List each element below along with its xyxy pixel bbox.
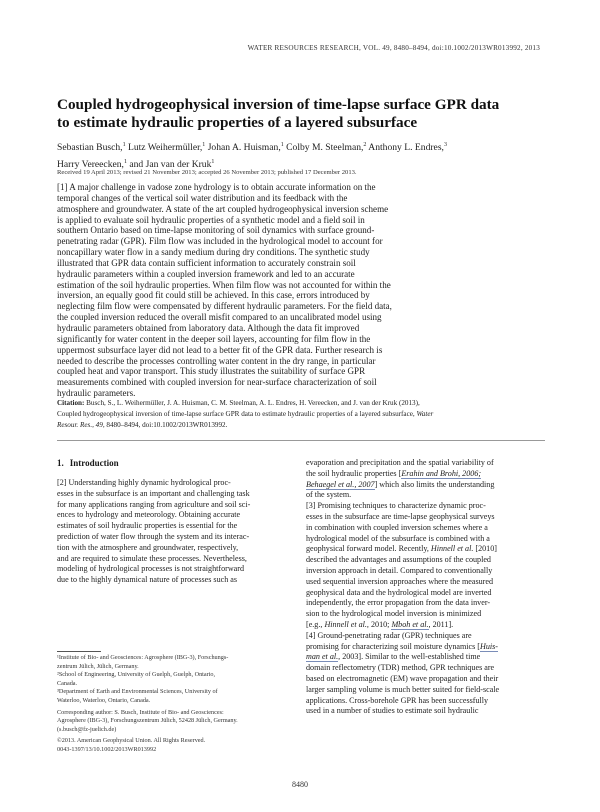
abstract-line: measurements combined with coupled inversion for near-surface characterization of soil [57, 377, 377, 388]
author: Lutz Weihermüller,$^1$ [125, 142, 206, 154]
abstract-line: coupled heat and vapor transport. This study illustrates the suitability of surface GPR [57, 366, 366, 377]
body-line: sion to the hydrological model inversion is minimized [306, 609, 482, 619]
abstract-line: needed to describe the processes controlling water content in the dry range, in particular [57, 355, 376, 366]
left-column-text [57, 478, 295, 586]
abstract-line: hydraulic parameters within a coupled inversion framework and led to an accurate [57, 268, 355, 279]
section-divider [57, 440, 545, 441]
citation-block [57, 398, 545, 431]
body-line: estimates of soil hydraulic properties is essential for the [57, 521, 238, 531]
body-line: [3] Promising techniques to characterize dynamic proc- [306, 501, 486, 511]
body-line: geophysical forward model. Recently, Hinnell et al. [2010] [306, 544, 497, 554]
title-line: to estimate hydraulic properties of a layered subsurface [57, 114, 418, 131]
body-line: promising for characterizing soil moisture dynamics [Huis- [306, 641, 498, 651]
body-line: prediction of water flow through the system and its interac- [57, 531, 250, 541]
right-column-text [306, 458, 546, 717]
author: Anthony L. Endres,$^3$ [366, 142, 447, 154]
abstract-line: penetrating radar (GPR). Film flow was included in the hydrological model to account for [57, 236, 383, 247]
abstract-line: significantly for water content in the deeper soil layers, accounting for film flow in the [57, 333, 371, 344]
footnote-line: Corresponding author: S. Busch, Institute of Bio- and Geosciences: [57, 708, 224, 716]
abstract-line: [1] A major challenge in vadose zone hydrology is to obtain accurate information on the [57, 182, 376, 192]
body-line: independently, the error propagation from the data inver- [306, 598, 491, 608]
body-line: man et al., 2003]. Similar to the well-established time [306, 652, 481, 662]
abstract-line: atmosphere and groundwater. A state of the art coupled hydrogeophysical inversion scheme [57, 203, 389, 214]
body-line: used in a number of studies to estimate soil hydraulic [306, 706, 479, 716]
footnote-line: zentrum Jülich, Jülich, Germany. [57, 662, 139, 670]
abstract-line: hydraulic parameters obtained from laboratory data. Although the data fit improved [57, 322, 360, 333]
footnote-line: Canada. [57, 679, 78, 687]
body-line: used sequential inversion approaches where the measured [306, 576, 493, 586]
body-line: esses in the subsurface is an important and challenging task [57, 488, 250, 498]
body-line: domain reflectometry (TDR) method, GPR techniques are [306, 663, 495, 673]
footnote-line: (s.busch@fz-juelich.de) [57, 725, 117, 733]
body-line: based on electromagnetic (EM) wave propagation and their [306, 673, 499, 683]
body-line: due to the highly dynamical nature of processes such as [57, 575, 238, 585]
issn-line: 0043-1397/13/10.1002/2013WR013992 [57, 745, 157, 753]
body-line: of the system. [306, 490, 352, 500]
body-line: in combination with coupled inversion schemes where a [306, 522, 488, 532]
citation-line: Resour. Res., 49, 8480–8494, doi:10.1002/2013WR013992. [57, 421, 228, 429]
citation-line: Citation: Busch, S., L. Weihermüller, J. A. Huisman, C. M. Steelman, A. L. Endres, H. Vereecken, and J. van der Kruk (2013), [57, 399, 420, 407]
footnote-line: Waterloo, Waterloo, Ontario, Canada. [57, 696, 151, 704]
abstract-line: is applied to evaluate soil hydraulic properties of a synthetic model and a field soil in [57, 214, 365, 225]
author: Colby M. Steelman,$^2$ [283, 142, 367, 154]
abstract-line: neglecting film flow were compensated by different hydraulic parameters. For the field data, [57, 301, 392, 312]
footnote-line: Agrosphere (IBG-3), Forschungszentrum Jülich, 52428 Jülich, Germany. [57, 717, 238, 725]
section-title: Introduction [69, 458, 119, 468]
body-line: Behaegel et al., 2007] which also limits the understanding [306, 479, 495, 489]
reference-link[interactable]: Huis- [479, 641, 498, 651]
abstract-line: inversion, an equally good fit could still be achieved. In this case, errors introduced by [57, 290, 370, 301]
author: Harry Vereecken,$^1$ [57, 159, 127, 171]
body-line: larger sampling volume is much better suited for field-scale [306, 684, 500, 694]
body-line: tion with the atmosphere and groundwater, respectively, [57, 542, 239, 552]
body-line: the soil hydraulic properties [Erahin and Brohi, 2006; [306, 468, 482, 478]
body-line: geophysical data and the hydrological model are inverted [306, 587, 492, 597]
abstract-line: noncapillary water flow in a sandy medium during dry conditions. The synthetic study [57, 247, 370, 258]
abstract-line: illustrated that GPR data contain sufficient information to accurately constrain soil [57, 257, 356, 268]
abstract-line: uppermost subsurface layer did not lead to a better fit of the GPR data. Further research is [57, 344, 383, 355]
abstract-line: temporal changes of the vertical soil water distribution and its feedback with the [57, 192, 348, 203]
received-dates: Received 19 April 2013; revised 21 November 2013; accepted 26 November 2013; published 17 December 2013. [57, 169, 357, 176]
citation-label: Citation: [57, 399, 85, 407]
reference-link[interactable]: Mboh et al. [391, 619, 429, 629]
author: Sebastian Busch,$^1$ [57, 142, 126, 154]
body-line: [e.g., Hinnell et al., 2010; Mboh et al., 2011]. [306, 619, 454, 629]
footnote-line: ²School of Engineering, University of Guelph, Guelph, Ontario, [57, 671, 216, 679]
footnote-line: ¹Institute of Bio- and Geosciences: Agrosphere (IBG-3), Forschungs- [57, 654, 229, 661]
reference-link[interactable]: man et al. [306, 652, 339, 662]
reference-link[interactable]: Erahin and Brohi, 2006; [401, 468, 482, 478]
abstract-line: hydraulic parameters. [57, 388, 136, 399]
footnote-line: ³Department of Earth and Environmental Sciences, University of [57, 688, 218, 696]
author: and Jan van der Kruk$^1$ [126, 159, 215, 171]
body-line: hydrological model of the subsurface is combined with a [306, 533, 490, 543]
title-line: Coupled hydrogeophysical inversion of time-lapse surface GPR data [57, 96, 500, 113]
article-title [57, 96, 547, 132]
body-line: [2] Understanding highly dynamic hydrological proc- [57, 478, 231, 487]
footnote-divider [57, 651, 101, 652]
copyright-line: ©2013. American Geophysical Union. All Rights Reserved. [57, 737, 206, 745]
reference-link[interactable]: Behaegel et al., 2007 [306, 479, 375, 489]
body-line: modeling of hydrological processes is not straightforward [57, 564, 245, 574]
body-line: and are required to simulate these processes. Nevertheless, [57, 553, 247, 563]
body-line: evaporation and precipitation and the spatial variability of [306, 458, 494, 467]
page-number: 8480 [292, 780, 308, 789]
body-line: described the advantages and assumptions of the coupled [306, 555, 491, 565]
body-line: applications. Cross-borehole GPR has been successfully [306, 695, 489, 705]
footnotes [57, 654, 295, 755]
abstract-line: the coupled inversion reduced the overall misfit compared to an uncalibrated model using [57, 312, 382, 323]
running-head: WATER RESOURCES RESEARCH, VOL. 49, 8480–8494, doi:10.1002/2013WR013992, 2013 [247, 44, 540, 52]
body-line: inversion approach in detail. Compared to conventionally [306, 565, 493, 575]
body-line: ences to hydrology and meteorology. Obtaining accurate [57, 510, 241, 520]
author: Johan A. Huisman,$^1$ [205, 142, 284, 154]
abstract [57, 182, 545, 399]
body-line: for many applications ranging from agriculture and soil sci- [57, 499, 251, 509]
citation-line: Coupled hydrogeophysical inversion of time-lapse surface GPR data to estimate hydraulic properties of a layered subsurface, Water [57, 410, 434, 418]
body-line: esses in the subsurface are time-lapse geophysical surveys [306, 511, 495, 521]
abstract-line: estimation of the soil hydraulic properties. When film flow was not accounted for within the [57, 279, 391, 290]
abstract-line: southern Ontario based on time-lapse monitoring of soil dynamics with surface ground- [57, 225, 375, 236]
section-number: 1. [57, 458, 64, 468]
author-line [57, 138, 547, 155]
section-heading [57, 458, 119, 468]
body-line: [4] Ground-penetrating radar (GPR) techniques are [306, 630, 472, 640]
